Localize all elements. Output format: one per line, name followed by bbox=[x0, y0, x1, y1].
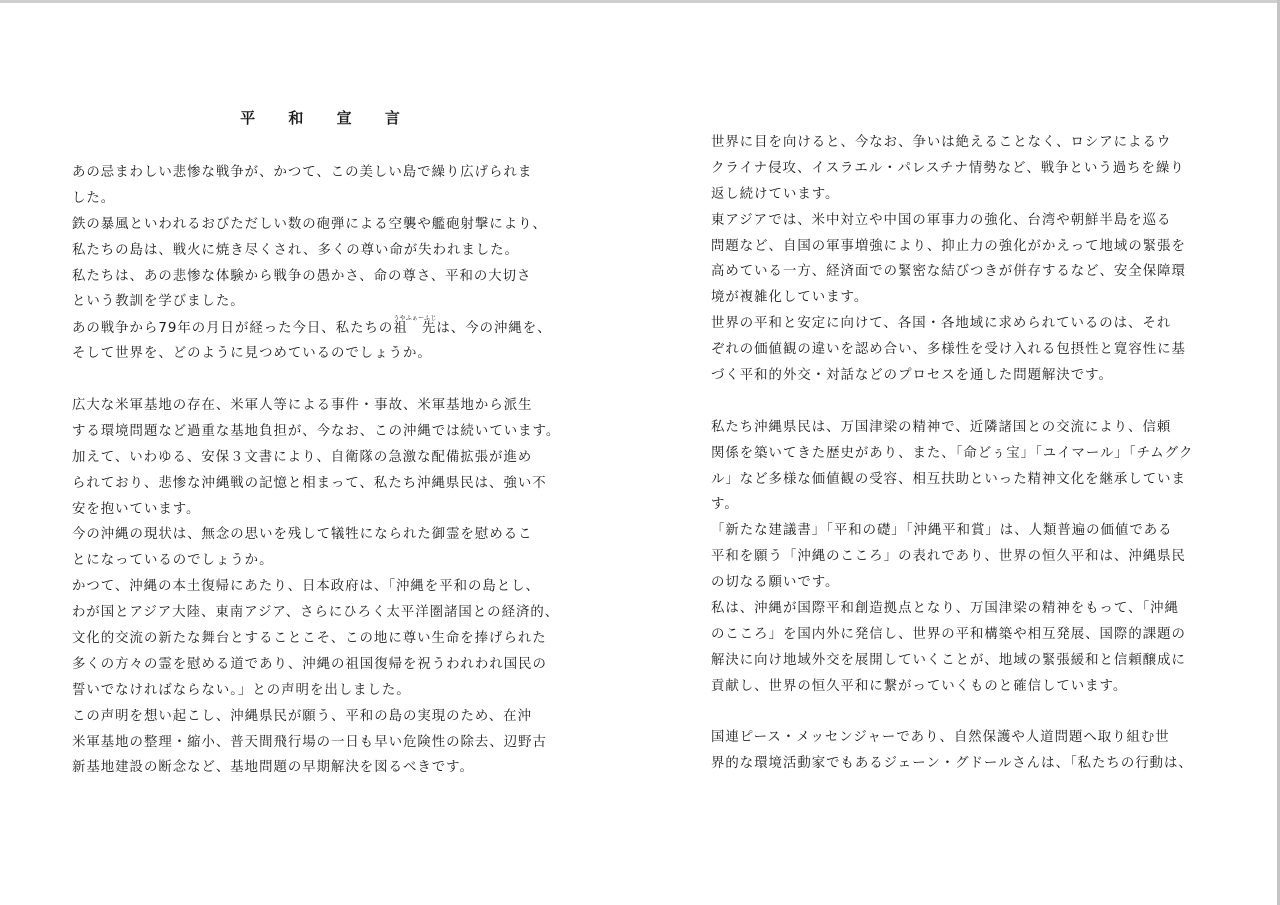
paragraph-line: 私たちの島は、戦火に焼き尽くされ、多くの尊い命が失われました。 bbox=[72, 242, 519, 258]
paragraph-gap bbox=[711, 389, 1211, 415]
paragraph-line: という教訓を学びました。 bbox=[72, 294, 245, 310]
paragraph-line: 高めている一方、経済面での緊密な結びつきが併存するなど、安全保障環 bbox=[711, 264, 1186, 280]
paragraph-line: 「新たな建議書」「平和の礎」「沖縄平和賞」は、人類普遍の価値である bbox=[711, 523, 1173, 539]
paragraph-line: 多くの方々の霊を慰める道であり、沖縄の祖国復帰を祝うわれわれ国民の bbox=[72, 656, 547, 672]
furigana-ancestor bbox=[393, 315, 437, 337]
paragraph-gap bbox=[72, 367, 572, 393]
paragraph-line: かつて、沖縄の本土復帰にあたり、日本政府は、「沖縄を平和の島とし、 bbox=[72, 579, 540, 595]
paragraph-line: 加えて、いわゆる、安保３文書により、自衛隊の急激な配備拡張が進め bbox=[72, 449, 533, 465]
paragraph-line: 文化的交流の新たな舞台とすることこそ、この地に尊い生命を捧げられた bbox=[72, 631, 547, 647]
paragraph-line: 関係を築いてきた歴史があり、また、「命どぅ宝」「ユイマール」「チムグク bbox=[711, 445, 1194, 461]
line-text: あの戦争から79年の月日が経った今日、私たちの bbox=[72, 321, 394, 337]
paragraph-line: 広大な米軍基地の存在、米軍人等による事件・事故、米軍基地から派生 bbox=[72, 398, 533, 414]
paragraph-line: 返し続けています。 bbox=[711, 186, 840, 202]
paragraph-gap bbox=[711, 700, 1211, 726]
right-column bbox=[711, 130, 1211, 777]
paragraph-line: した。 bbox=[72, 190, 116, 206]
paragraph-line: られており、悲惨な沖縄戦の記憶と相まって、私たち沖縄県民は、強い不 bbox=[72, 475, 547, 491]
paragraph-line: とになっているのでしょうか。 bbox=[72, 553, 274, 569]
paragraph-line: 東アジアでは、米中対立や中国の軍事力の強化、台湾や朝鮮半島を巡る bbox=[711, 212, 1172, 228]
paragraph-line: す。 bbox=[711, 497, 739, 513]
paragraph-line: 問題など、自国の軍事増強により、抑止力の強化がかえって地域の緊張を bbox=[711, 238, 1186, 254]
paragraph-line: そして世界を、どのように見つめているのでしょうか。 bbox=[72, 346, 432, 362]
paragraph-line: あの忌まわしい悲惨な戦争が、かつて、この美しい島で繰り広げられま bbox=[72, 165, 533, 180]
paragraph-line: する環境問題など過重な基地負担が、今なお、この沖縄では続いています。 bbox=[72, 423, 561, 439]
page-title: 平 和 宣 言 bbox=[240, 109, 414, 127]
paragraph-line: 今の沖縄の現状は、無念の思いを残して犠牲になられた御霊を慰めるこ bbox=[72, 527, 533, 543]
paragraph-line: の切なる願いです。 bbox=[711, 575, 840, 591]
paragraph-line: ル」など多様な価値観の受容、相互扶助といった精神文化を継承していま bbox=[711, 471, 1186, 487]
paragraph-line: 私たちは、あの悲惨な体験から戦争の愚かさ、命の尊さ、平和の大切さ bbox=[72, 268, 532, 284]
paragraph-line: 鉄の暴風といわれるおびただしい数の砲弾による空襲や艦砲射撃により、 bbox=[72, 216, 547, 232]
paragraph-line: 新基地建設の断念など、基地問題の早期解決を図るべきです。 bbox=[72, 760, 474, 776]
ruby-text: うやふぁーふじ bbox=[393, 315, 437, 323]
paragraph-line: 解決に向け地域外交を展開していくことが、地域の緊張緩和と信頼醸成に bbox=[711, 652, 1186, 668]
paragraph-line: 貢献し、世界の恒久平和に繋がっていくものと確信しています。 bbox=[711, 678, 1128, 694]
paragraph-line: クライナ侵攻、イスラエル・パレスチナ情勢など、戦争という過ちを繰り bbox=[711, 160, 1185, 176]
scan-edge-top bbox=[0, 0, 1280, 3]
paragraph-line: づく平和的外交・対話などのプロセスを通した問題解決です。 bbox=[711, 368, 1113, 384]
paragraph-line: 界的な環境活動家でもあるジェーン・グドールさんは、「私たちの行動は、 bbox=[711, 756, 1193, 772]
paragraph-line: 境が複雑化しています。 bbox=[711, 290, 869, 306]
line-text: は、今の沖縄を、 bbox=[436, 321, 552, 337]
paragraph-line-ruby bbox=[72, 315, 572, 341]
ruby-base: 祖 先 bbox=[393, 321, 437, 337]
paragraph-line: 世界に目を向けると、今なお、争いは絶えることなく、ロシアによるウ bbox=[711, 135, 1172, 150]
paragraph-line: 安を抱いています。 bbox=[72, 501, 201, 517]
paragraph-line: 私たち沖縄県民は、万国津梁の精神で、近隣諸国との交流により、信頼 bbox=[711, 419, 1172, 435]
paragraph-line: 誓いでなければならない。」との声明を出しました。 bbox=[72, 682, 411, 698]
paragraph-line: 米軍基地の整理・縮小、普天間飛行場の一日も早い危険性の除去、辺野古 bbox=[72, 734, 547, 750]
paragraph-line: 世界の平和と安定に向けて、各国・各地域に求められているのは、それ bbox=[711, 316, 1172, 332]
left-column bbox=[72, 160, 572, 781]
paragraph-line: 私は、沖縄が国際平和創造拠点となり、万国津梁の精神をもって、「沖縄 bbox=[711, 601, 1179, 617]
paragraph-line: 平和を願う「沖縄のこころ」の表れであり、世界の恒久平和は、沖縄県民 bbox=[711, 549, 1186, 565]
paragraph-line: 国連ピース・メッセンジャーであり、自然保護や人道問題へ取り組む世 bbox=[711, 730, 1170, 746]
paragraph-line: ぞれの価値観の違いを認め合い、多様性を受け入れる包摂性と寛容性に基 bbox=[711, 342, 1186, 358]
paragraph-line: この声明を想い起こし、沖縄県民が願う、平和の島の実現のため、在沖 bbox=[72, 708, 532, 724]
paragraph-line: のこころ」を国内外に発信し、世界の平和構築や相互発展、国際的課題の bbox=[711, 626, 1186, 642]
paragraph-line: わが国とアジア大陸、東南アジア、さらにひろく太平洋圏諸国との経済的、 bbox=[72, 605, 560, 621]
